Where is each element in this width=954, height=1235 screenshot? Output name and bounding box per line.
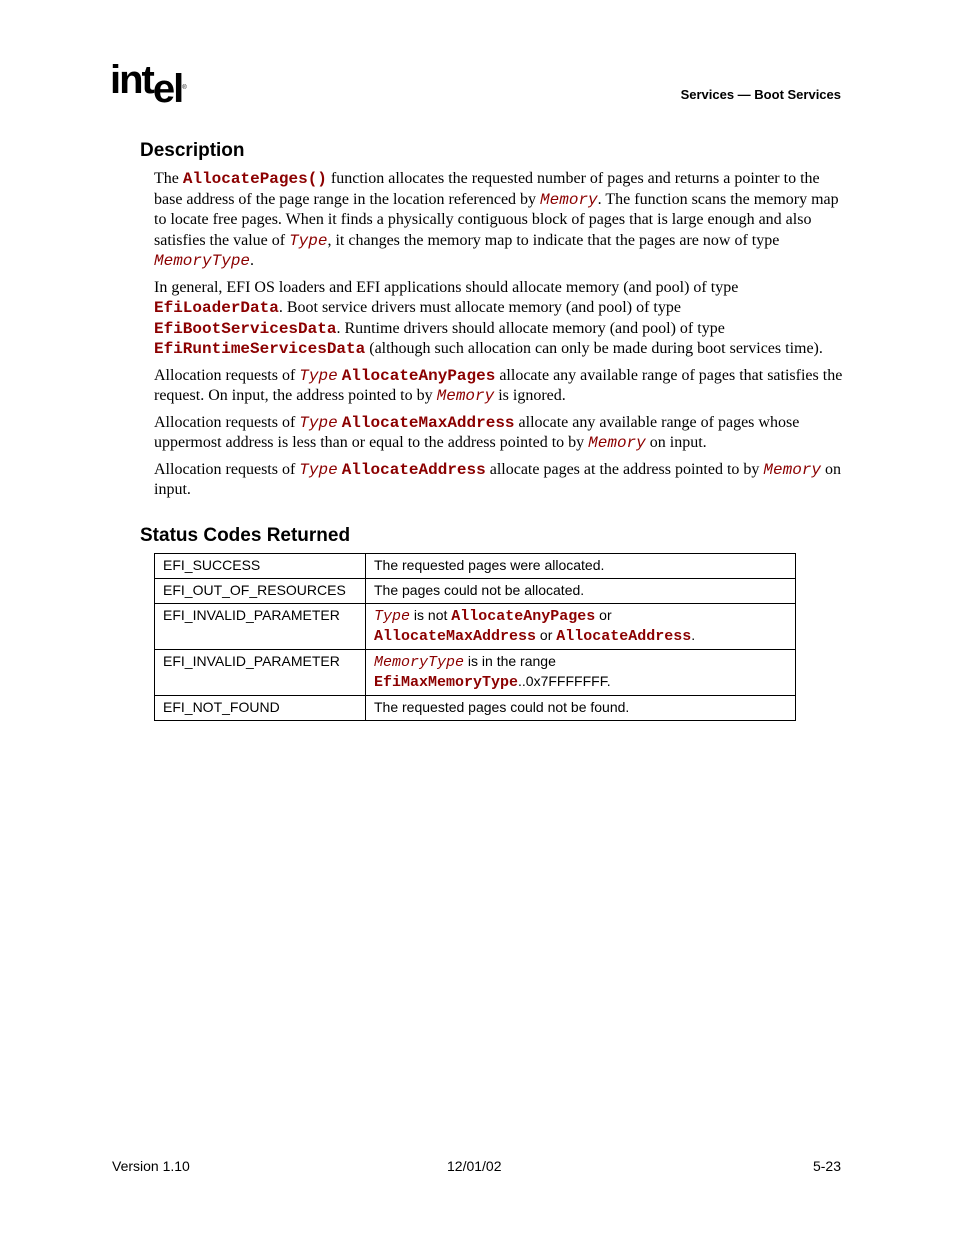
param-memory: Memory: [540, 190, 598, 209]
param-type: Type: [374, 608, 411, 625]
paragraph-1: The AllocatePages() function allocates the requested number of pages and returns a pointer to the base address of the page range in the location referenced by Memory. The function scans the memory map to locate free pages. When it finds a physically contiguous block of pages that is large enough and also satisfies the value of Type, it changes the memory map to indicate that the pages are now of type MemoryType.: [154, 170, 839, 270]
logo-text: int: [110, 58, 153, 102]
const-efiruntimeservicesdata: EfiRuntimeServicesData: [154, 340, 366, 358]
status-code: EFI_INVALID_PARAMETER: [155, 604, 366, 650]
status-codes-heading: Status Codes Returned: [140, 525, 351, 546]
table-row: [155, 604, 796, 650]
paragraph-4: Allocation requests of Type AllocateMaxAddress allocate any available range of pages whose uppermost address is less than or equal to the address pointed to by Memory on input.: [154, 413, 800, 452]
paragraph-5: Allocation requests of Type AllocateAddress allocate pages at the address pointed to by Memory on input.: [154, 460, 842, 498]
param-memorytype: MemoryType: [154, 252, 251, 270]
const-allocatemaxaddress: AllocateMaxAddress: [341, 413, 515, 432]
paragraph-2: In general, EFI OS loaders and EFI applications should allocate memory (and pool) of type EfiLoaderData. Boot service drivers must allocate memory (and pool) of type EfiBootServicesData. Runtime drivers should allocate memory (and pool) of type EfiRuntimeServicesData (although such allocation can only be made during boot services time).: [154, 278, 823, 358]
status-description: The pages could not be allocated.: [366, 579, 796, 604]
function-name: AllocatePages(): [182, 170, 327, 188]
param-memory: Memory: [588, 434, 646, 452]
status-code: EFI_OUT_OF_RESOURCES: [155, 579, 366, 604]
param-memory: Memory: [436, 387, 495, 405]
description-heading: Description: [140, 140, 245, 161]
paragraph-3: Allocation requests of Type AllocateAnyPages allocate any available range of pages that satisfies the request. On input, the address pointed to by Memory is ignored.: [154, 366, 843, 405]
param-type: Type: [299, 460, 338, 479]
const-allocateaddress: AllocateAddress: [341, 460, 486, 479]
status-code: EFI_NOT_FOUND: [155, 696, 366, 721]
param-memorytype: MemoryType: [374, 654, 465, 671]
running-header: Services — Boot Services: [680, 87, 841, 102]
param-type: Type: [299, 366, 338, 385]
const-allocatemaxaddress: AllocateMaxAddress: [374, 628, 537, 645]
const-efibootservicesdata: EfiBootServicesData: [154, 319, 337, 338]
status-description: Type is not AllocateAnyPages or AllocateMaxAddress or AllocateAddress.: [366, 604, 796, 650]
table-row: [155, 579, 796, 604]
status-codes-table: [154, 553, 796, 721]
logo-registered-mark: ®: [182, 85, 187, 91]
const-allocateanypages: AllocateAnyPages: [451, 608, 596, 625]
logo-text-el: el: [152, 67, 183, 111]
intel-logo: [110, 60, 187, 112]
status-description: The requested pages could not be found.: [366, 696, 796, 721]
param-memory: Memory: [763, 460, 822, 479]
status-description: MemoryType is in the range EfiMaxMemoryType..0x7FFFFFFF.: [366, 650, 796, 696]
param-type: Type: [289, 231, 328, 250]
const-allocateanypages: AllocateAnyPages: [341, 366, 496, 385]
footer-page-number: 5-23: [812, 1158, 841, 1174]
const-allocateaddress: AllocateAddress: [556, 628, 692, 645]
const-efimaxmemorytype: EfiMaxMemoryType: [374, 674, 519, 691]
param-type: Type: [299, 413, 338, 432]
table-row: [155, 554, 796, 579]
status-code: EFI_INVALID_PARAMETER: [155, 650, 366, 696]
status-description: The requested pages were allocated.: [366, 554, 796, 579]
status-code: EFI_SUCCESS: [155, 554, 366, 579]
table-row: [155, 650, 796, 696]
footer-date: 12/01/02: [447, 1158, 502, 1174]
table-row: [155, 696, 796, 721]
const-efiloaderdata: EfiLoaderData: [154, 299, 279, 317]
description-body: [154, 169, 844, 507]
footer-version: Version 1.10: [112, 1158, 190, 1174]
